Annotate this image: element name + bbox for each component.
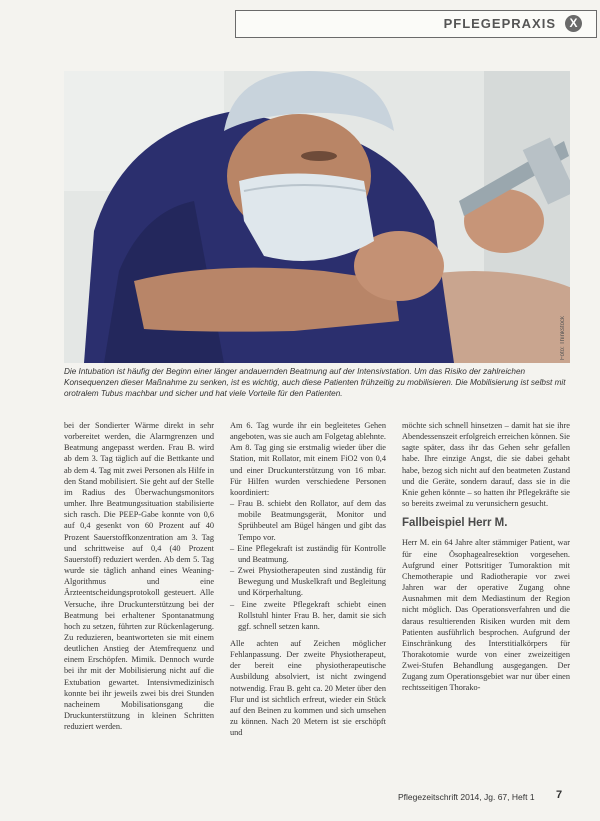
photo-illustration: [64, 71, 570, 363]
bullet-item: – Eine zweite Pflegekraft schiebt einen Rollstuhl hinter Frau B. her, damit sie sich ggf. schnell setzen kann.: [230, 599, 386, 632]
paragraph: möchte sich schnell hinsetzen – damit hat sie ihre Abendessenszeit erfolgreich erreichen können. Sie sagte später, dass ihr das Gehen sehr gefallen habe. Ihre einzige Angst, die sie dabei gehabt habe, bezog sich nicht auf den beatmeten Zustand und die Geräte, sondern darauf, dass sie in die Knie gehen könnte – so hatten ihr Pflegekräfte sie so bereits zweimal zu verunsichern gesucht.: [402, 421, 570, 509]
photo-credit: Foto: Thinkstock: [560, 316, 566, 360]
subheading: Fallbeispiel Herr M.: [402, 517, 508, 530]
paragraph: Am 6. Tag wurde ihr ein begleitetes Gehen angeboten, was sie auch am Folgetag ablehnte. Am 8. Tag ging sie erstmalig wieder über die Station, mit Rollator, mit einem FiO2 von 0,4 und einer Druckunterstützung von 16 mbar. Für Hilfen wurden verschiedene Personen koordiniert:: [230, 421, 386, 497]
section-label: PFLEGEPRAXIS: [443, 16, 556, 31]
footer-journal: Pflegezeitschrift 2014, Jg. 67, Heft 1: [398, 792, 535, 802]
text-column-2: [230, 420, 386, 738]
paragraph: bei der Sondierter Wärme direkt in sehr vorbereitet werden, die Alarmgrenzen und Beatmung angepasst werden. Frau B. wird ab dem 3. Tag täglich auf die Bettkante und ab dem 4. Tag mit zwei Personen als Hilfe in den Stand mobilisiert. Sie geht auf der Stelle im Radius des Überwachungsmonitors umher. Ihre Beatmungssituation stabilisierte sich rasch. Die PEEP-Gabe konnte von 0,6 auf 0,4 gesenkt von 60 Prozent auf 40 Prozent Sauerstoffkonzentration am 3. Tag und schrittweise auf 0,4 (40 Prozent Sauerstoff) reduziert werden. Ab dem 5. Tag wurde sie täglich anhand eines Weaning-Algorithmus und eine Ärzteentscheidungsprotokoll gesteuert. Alle Versuche, ihre Druckunterstützung bei der Beatmung bei erhaltener Spontanatmung hoch zu setzen, führten zur Rückenlagerung. Zu reduzieren, beantworteten sie mit einem deutlichen Anstieg der Atemfrequenz und einem Erschöpfen. Mimik. Dennoch wurde bei ihr mit der Mobilisierung nicht auf die Extubation gewartet. Intensivmedizinisch konnte bei ihr jeweils zwei bis drei Stunden nacheinem Mobilisationsgang die Druckunterstützung in kleinen Schritten reduziert werden.: [64, 421, 214, 732]
photo-caption: Die Intubation ist häufig der Beginn einer länger andauernden Beatmung auf der Intensivstation. Um das Risiko der zahlreichen Konsequenzen dieser Maßnahme zu senken, ist es wichtig, auch diese Patienten frühzeitig zu mobilisieren. Die Mobilisierung ist selbst mit orotralem Tubus machbar und sicher und hat viele Vorteile für den Patienten.: [64, 367, 566, 398]
bullet-item: – Frau B. schiebt den Rollator, auf dem das mobile Beatmungsgerät, Monitor und Sprühbeutel am Bügel hängen und gibt das Tempo vor.: [230, 498, 386, 543]
page-number: 7: [556, 789, 563, 801]
paragraph: Herr M. ein 64 Jahre alter stämmiger Patient, war für eine Ösophagealresektion vorgesehen. Aufgrund einer Pottsritiger Tumoraktion mit Chemotherapie und Radiotherapie vor zwei Jahren war der operative Zugang ohne Ausnahmen mit dem Mediastinum der Region nicht möglich. Das Operationsverfahren und die daraus resultierenden Risiken wurden mit dem Patienten ausführlich besprochen. Aufgrund der Einschränkung des Interstitialkörpers für Thorakotomie wurde von einer zweizeitigen Zwei-Stufen Behandlung ausgegangen. Der Zugang zum Operationsgebiet war nur über einen rechtsseitigen Thorako-: [402, 538, 570, 693]
bullet-list: [230, 498, 386, 632]
text-column-3: [402, 420, 570, 694]
text-column-1: [64, 420, 214, 732]
section-x-icon: X: [565, 15, 582, 32]
paragraph: Alle achten auf Zeichen möglicher Fehlanpassung. Der zweite Physiotherapeut, der bereit eine physiotherapeutische Ausbildung absolviert, ist nicht zwingend notwendig. Frau B. geht ca. 20 Meter über den Flur und ist sichtlich erfreut, wieder ein Stück auf den Beinen zu kommen und sich umsehen zu können. Nach 20 Metern ist sie erschöpft und: [230, 638, 386, 738]
bullet-item: – Zwei Physiotherapeuten sind zuständig für Bewegung und Muskelkraft und Begleitung und Körperhaltung.: [230, 565, 386, 598]
bullet-item: – Eine Pflegekraft ist zuständig für Kontrolle und Beatmung.: [230, 543, 386, 565]
article-photo: [64, 71, 570, 363]
section-header-band: [235, 10, 597, 38]
